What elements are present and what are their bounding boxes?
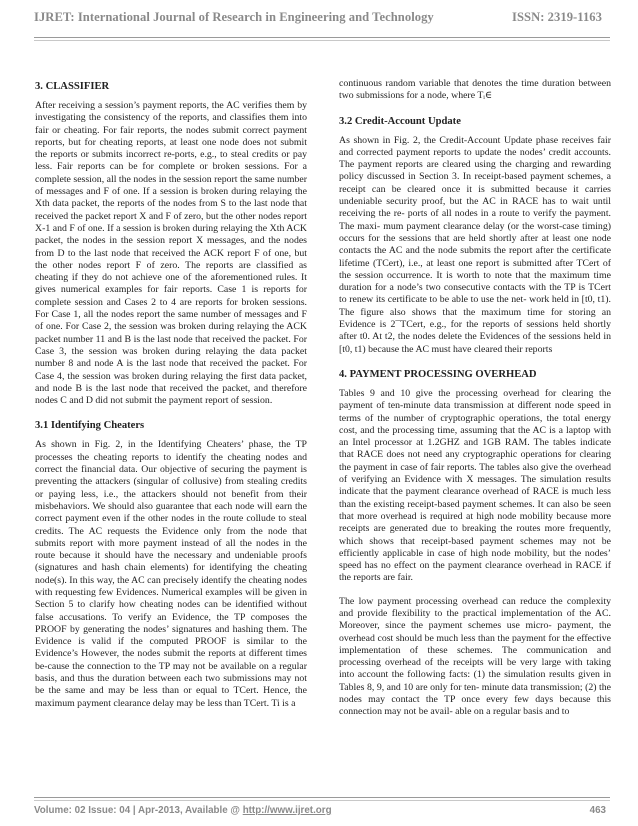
paragraph-identifying-cheaters: As shown in Fig. 2, in the Identifying Cheaters’ phase, the TP processes the cheating reports to identify the cheating nodes and correct the financial data. Our objective of securing the payment is preventing the attackers (singular of collusive) from stealing credits or paying less, i.e., the attackers should not benefit from their misbehaviors. We should also guarantee that each node will earn the correct payment even if the other nodes in the route collude to steal credits. The AC requests the Evidence only from the node that submits report with more payment instead of all the nodes in the route because it should have the necessary and undeniable proofs (signatures and hash chain elements) for identifying the cheating node(s). In this way, the AC can precisely identify the cheating nodes with requesting few Evidences. Numerical examples will be given in Section 5 to clarify how cheating nodes can be identified without false accusations. To verify an Evidence, the TP composes the PROOF by generating the nodes’ signatures and hashing them. The Evidence is valid if the computed PROOF is similar to the Evidence’s However, the nodes submit the reports at different times be-cause the connection to the TP may not be available on a regular basis, and thus the duration between each two submissions may not be the same and may be less than or equal to TCert. Hence, the maximum payment clearance delay may be less than TCert. Ti is a	[35, 439, 307, 709]
journal-link[interactable]: http://www.ijret.org	[242, 805, 332, 816]
header-rule-secondary	[34, 40, 610, 41]
page-number: 463	[589, 805, 606, 816]
footer-rule	[34, 797, 610, 798]
section-heading-identifying-cheaters: 3.1 Identifying Cheaters	[35, 420, 145, 432]
header-rule	[34, 37, 610, 38]
paragraph-payment-overhead-1: Tables 9 and 10 give the processing overhead for clearing the payment of ten-minute data transmission at different node speed in terms of the number of cryptographic operations, the total energy cost, and the processing time, assuming that the AC is a laptop with an Intel processor at 1.2GHZ and 1GB RAM. The tables indicate that RACE does not need any cryptographic operations for clearing the payment in case of fair reports. The tables also give the overhead of verifying an Evidence with X messages. The simulation results indicate that the payment clearance overhead of RACE is much less than the existing receipt-based payment schemes. It can also be seen that more overhead is required at high node mobility because more receipts are generated due to breaking the routes more frequently, which shows that receipt-based payment schemes may not be efficiently applicable in case of high node mobility, but the nodes’ speed has no effect on the payment clearance overhead in RACE if the reports are fair.	[339, 387, 611, 584]
left-column	[35, 80, 307, 710]
paragraph-payment-overhead-2: The low payment processing overhead can reduce the complexity and provide flexibility to the practical implementation of the AC. Moreover, since the payment schemes use micro- payment, the overhead cost should be much less than the payment for the effective implementation of these schemes. The communication and processing overhead of the receipts will be very large with taking into account the following facts: (1) the simulation results given in Tables 8, 9, and 10 are only for ten- minute data transmission; (2) the nodes may contact the TP once every few days because this connection may not be avail- able on a regular basis and to	[339, 595, 611, 718]
page-footer	[34, 805, 610, 816]
section-heading-credit-account-update: 3.2 Credit-Account Update	[339, 115, 461, 127]
journal-title: IJRET: International Journal of Research in Engineering and Technology	[34, 10, 434, 24]
paragraph-continuation: continuous random variable that denotes the time duration between two submissions for a node, where Tᵢ∈	[339, 78, 611, 102]
page-header	[34, 10, 602, 30]
issn-number: ISSN: 2319-1163	[512, 10, 602, 24]
footer-rule-secondary	[34, 800, 610, 801]
volume-info: Volume: 02 Issue: 04 | Apr-2013, Available @	[34, 805, 243, 816]
paragraph-classifier: After receiving a session’s payment reports, the AC verifies them by investigating the consistency of the reports, and classifies them into fair or cheating. For fair reports, the nodes submit correct payment reports, but for cheating reports, at least one node does not submit the reports or submits incorrect re-ports, e.g., to steal credits or pay less. Fair reports can be for complete or broken sessions. For a complete session, all the nodes in the session report the same number of messages and F of one. If a session is broken during relaying the Xth data packet, the reports of the nodes from S to the last node that received the packet report X and F of zero, but the other nodes report X-1 and F of one. If a session is broken during relaying the Xth ACK packet, the nodes in the session report X messages, and the nodes from D to the last node that received the ACK report F of one, but the other nodes report F of zero. The reports are classified as cheating if they do not achieve one of the aforementioned rules. It gives numerical examples for fair reports. Case 1 is reports for complete session and Cases 2 to 4 are reports for broken sessions. For Case 1, all the nodes report the same number of messages and F of one. For Case 2, the session was broken during relaying the ACK packet number 11 and B is the last node that received the packet. For Case 3, the session was broken during relaying the data packet number 8 and node A is the last node that received the packet. For Case 4, the session was broken during relaying the first data packet, and node B is the last node that received the packet, and therefore nodes C and D did not submit the payment report of session.	[35, 100, 307, 407]
right-column	[339, 78, 611, 719]
paragraph-credit-account-update: As shown in Fig. 2, the Credit-Account Update phase receives fair and corrected payment reports to update the nodes’ credit accounts. The payment reports are cleared using the charging and rewarding policy discussed in Section 3. In receipt-based payment schemes, a receipt can be cleared once it is submitted because it carries undeniable security proof, but the AC in RACE has to wait until receiving the re- ports of all nodes in a route to verify the payment. The maxi- mum payment clearance delay (or the worst-case timing) occurs for the sessions that are held shortly after at least one node contacts the AC and the node submits the report after the certificate lifetime (TCert), i.e., at least one report is submitted after TCert of the session occurrence. It is worth to note that the maximum time duration for a node’s two consecutive contacts with the TP is TCert to renew its certificate to be able to use the net- work held in [t0, t1). The figure also shows that the maximum time for storing an Evidence is 2¯TCert, e.g., for the reports of sessions held shortly after t0. At t2, the nodes delete the Evidences of the sessions held in [t0, t1) because the AC must have cleared their reports	[339, 134, 611, 355]
section-heading-payment-overhead: 4. PAYMENT PROCESSING OVERHEAD	[339, 368, 537, 380]
section-heading-classifier: 3. CLASSIFIER	[35, 81, 110, 92]
